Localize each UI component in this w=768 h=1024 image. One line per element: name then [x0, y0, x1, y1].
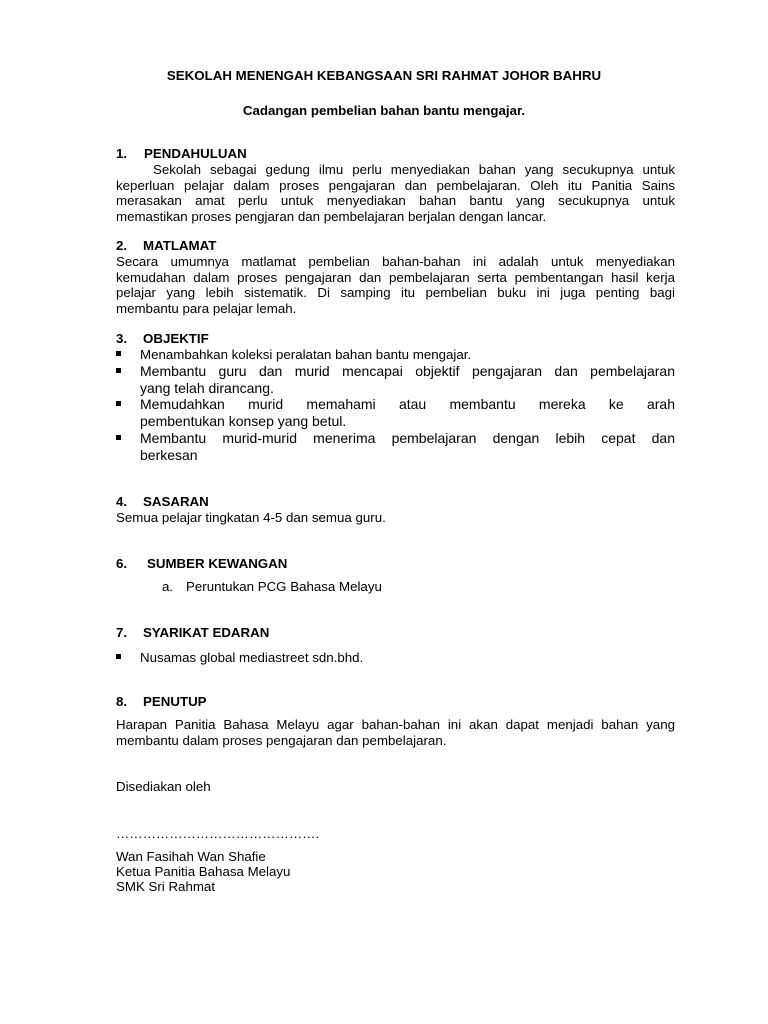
prepared-by-label: Disediakan oleh: [116, 779, 211, 794]
section-number: 3.: [116, 331, 128, 346]
section-number: 6.: [116, 556, 128, 571]
bullet-square-icon: [116, 654, 121, 659]
bullet-square-icon: [116, 401, 121, 406]
paragraph-line: pelajar yang lebih sistematik. Di samping itu pembelian buku ini juga penting bagi: [116, 285, 675, 300]
syarikat-item-text: Nusamas global mediastreet sdn.bhd.: [140, 650, 364, 665]
matlamat-paragraph: [116, 254, 675, 316]
section-heading-penutup: [116, 694, 207, 709]
signatory-school: SMK Sri Rahmat: [116, 879, 216, 894]
section-title: MATLAMAT: [143, 238, 217, 253]
syarikat-item: [116, 649, 675, 666]
section-number: 4.: [116, 494, 128, 509]
list-item-line: yang telah dirancang.: [140, 380, 274, 396]
list-item-line: Menambahkan koleksi peralatan bahan bantu mengajar.: [140, 347, 472, 362]
sumber-item: [162, 579, 382, 594]
section-title: SUMBER KEWANGAN: [147, 556, 288, 571]
objektif-item: [116, 396, 675, 430]
penutup-paragraph: [116, 717, 675, 748]
sumber-item-text: Peruntukan PCG Bahasa Melayu: [186, 579, 382, 594]
bullet-square-icon: [116, 435, 121, 440]
bullet-square-icon: [116, 351, 121, 356]
bullet-square-icon: [116, 368, 121, 373]
paragraph-line: keperluan pelajar dalam proses pengajaran dan pembelajaran. Oleh itu Panitia Sains: [116, 177, 675, 193]
signatory-name: Wan Fasihah Wan Shafie: [116, 849, 266, 864]
section-heading-matlamat: [116, 238, 216, 253]
list-item-line: Memudahkan murid memahami atau membantu mereka ke arah: [140, 396, 675, 412]
objektif-item: [116, 363, 675, 397]
list-item-line: berkesan: [140, 447, 198, 463]
paragraph-line: Harapan Panitia Bahasa Melayu agar bahan-bahan ini akan dapat menjadi bahan yang: [116, 717, 675, 732]
section-heading-sumber-kewangan: [116, 556, 287, 571]
paragraph-line: merasakan amat perlu untuk menyediakan bahan bantu yang secukupnya untuk: [116, 193, 675, 208]
section-title: SYARIKAT EDARAN: [143, 625, 270, 640]
objektif-item: [116, 346, 675, 363]
section-title: PENUTUP: [143, 694, 207, 709]
section-number: 2.: [116, 238, 128, 253]
pendahuluan-paragraph: [116, 162, 675, 224]
section-title: PENDAHULUAN: [144, 146, 247, 161]
paragraph-line: membantu dalam proses pengajaran dan pembelajaran.: [116, 732, 447, 748]
objektif-item: [116, 430, 675, 464]
list-item-line: Membantu guru dan murid mencapai objektif pengajaran dan pembelajaran: [140, 363, 675, 379]
proposal-title: Cadangan pembelian bahan bantu mengajar.: [242, 103, 526, 118]
paragraph-line: memastikan proses pengjaran dan pembelajaran berjalan dengan lancar.: [116, 208, 547, 224]
signature-line: ……………………………………….: [116, 826, 320, 841]
section-heading-objektif: [116, 331, 209, 346]
list-item-line: Membantu murid-murid menerima pembelajaran dengan lebih cepat dan: [140, 430, 675, 446]
section-heading-sasaran: [116, 494, 209, 509]
section-number: 8.: [116, 694, 128, 709]
signatory-position: Ketua Panitia Bahasa Melayu: [116, 864, 291, 879]
section-number: 1.: [116, 146, 128, 161]
section-title: SASARAN: [143, 494, 209, 509]
paragraph-line: Sekolah sebagai gedung ilmu perlu menyediakan bahan yang secukupnya untuk: [153, 162, 675, 177]
school-title: SEKOLAH MENENGAH KEBANGSAAN SRI RAHMAT JOHOR BAHRU: [166, 68, 602, 83]
section-title: OBJEKTIF: [143, 331, 209, 346]
list-item-line: pembentukan konsep yang betul.: [140, 413, 347, 429]
section-number: 7.: [116, 625, 128, 640]
list-letter: a.: [162, 579, 174, 594]
paragraph-line: membantu para pelajar lemah.: [116, 300, 297, 316]
sasaran-text: Semua pelajar tingkatan 4-5 dan semua guru.: [116, 510, 386, 525]
section-heading-pendahuluan: [116, 146, 247, 161]
section-heading-syarikat-edaran: [116, 625, 269, 640]
paragraph-line: Secara umumnya matlamat pembelian bahan-bahan ini adalah untuk menyediakan: [116, 254, 675, 269]
paragraph-line: kemudahan dalam proses pengajaran dan pembelajaran serta pembentangan hasil kerja: [116, 269, 675, 285]
